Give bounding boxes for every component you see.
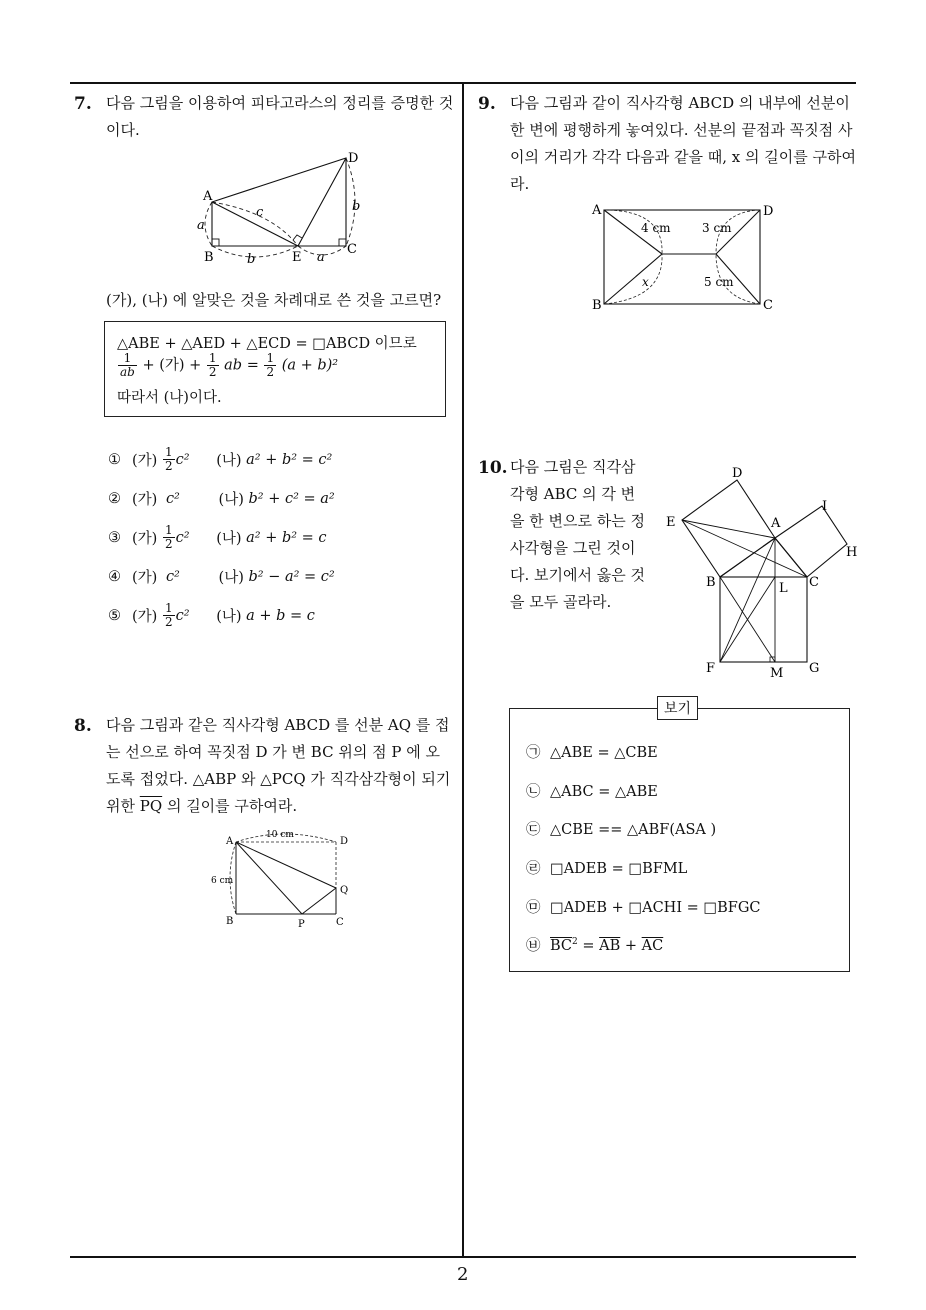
q9-label-x: x (642, 275, 649, 289)
q9-label-A: A (592, 203, 602, 218)
q7-label-A: A (203, 189, 213, 204)
q10-square-ACHI (775, 506, 847, 577)
q10-line6: 을 모두 골라라. (510, 593, 612, 611)
q10-line-AC (775, 538, 807, 577)
q7-prompt: (가), (나) 에 알맞은 것을 차례대로 쓴 것을 고르면? (106, 291, 442, 309)
q8-label-B: B (226, 916, 234, 927)
q10-line4: 사각형을 그린 것이 (510, 539, 636, 557)
q10-square-BCGF (720, 577, 807, 662)
q7-proof-box (104, 321, 446, 417)
q8-line-AQ (236, 842, 336, 888)
q10-bogi-title: 보기 (657, 696, 698, 720)
q7-label-a-bottom: a (317, 250, 325, 265)
q9-label-B: B (592, 298, 602, 313)
q7-box-mid: + (가) + (142, 357, 202, 374)
q7-right-angle-E (293, 235, 302, 240)
q10-label-C: C (809, 575, 819, 590)
q8-line4-post: 의 길이를 구하여라. (166, 797, 298, 815)
q9-label-4cm: 4 cm (641, 221, 671, 235)
q9-label-3cm: 3 cm (702, 221, 732, 235)
q9-label-5cm: 5 cm (704, 275, 734, 289)
q10-bogi-item-3: ㉢ △CBE == △ABF(ASA ) (526, 822, 717, 838)
q7-box-ab: ab = (224, 357, 259, 374)
q10-line5: 다. 보기에서 옳은 것 (510, 566, 645, 584)
column-divider (462, 82, 464, 1257)
q7-box-frac1: $\frac{1}{ab}$ (120, 351, 135, 379)
q7-text: 다음 그림을 이용하여 피타고라스의 정리를 증명한 것이다. (106, 94, 454, 139)
q10-label-H: H (846, 545, 858, 560)
q8-line4-pre: 위한 (106, 797, 135, 815)
q8-line-PQ (302, 888, 336, 914)
q9-rectangle (604, 210, 760, 304)
q7-arc-a-left (205, 202, 212, 246)
q7-right-angle-C (339, 239, 346, 246)
q8-label-A: A (226, 836, 234, 847)
q8-segment-PQ: $\overline{PQ}$ (139, 797, 163, 815)
q9-line1: 다음 그림과 같이 직사각형 ABCD 의 내부에 선분이 (510, 94, 850, 112)
q7-label-a-left: a (197, 218, 205, 233)
q8-line1: 다음 그림과 같은 직사각형 ABCD 를 선분 AQ 를 접 (106, 716, 450, 734)
q7-right-angle-B (212, 239, 219, 246)
q8-label-D: D (340, 836, 349, 847)
q10-line-EA (682, 520, 775, 538)
q10-seg-AB: $\overline{AB}$ (599, 938, 621, 954)
q9-number: 9. (478, 94, 496, 114)
q7-option-1[interactable]: ① (가) $\frac{1}{2}$ c² (나) a² + b² = c² (108, 445, 333, 473)
q8-label-P: P (298, 919, 305, 930)
q10-line2: 각형 ABC 의 각 변 (510, 485, 636, 503)
q8-line2: 는 선으로 하여 꼭짓점 D 가 변 BC 위의 점 P 에 오 (106, 743, 440, 761)
q7-box-frac3: $\frac{1}{2}$ (266, 351, 275, 379)
page-number: 2 (457, 1264, 469, 1285)
q7-number: 7. (74, 94, 92, 114)
q10-bogi-item-4: ㉣ □ADEB = □BFML (526, 861, 688, 877)
q7-label-B: B (204, 250, 214, 265)
q7-figure (192, 150, 372, 270)
q10-label-F: F (706, 661, 716, 676)
q8-figure (204, 826, 364, 932)
q10-number: 10. (478, 458, 508, 478)
q7-label-c: c (256, 205, 264, 220)
q9-figure (584, 198, 784, 314)
q10-figure (660, 462, 870, 684)
q10-bogi-item-5: ㉤ □ADEB + □ACHI = □BFGC (526, 900, 761, 916)
q8-label-C: C (336, 917, 344, 928)
q7-box-end: (a + b)² (281, 357, 339, 374)
q10-seg-BC: $\overline{BC}$ (550, 938, 573, 954)
q9-line-B (604, 254, 662, 304)
q10-label-B: B (706, 575, 716, 590)
q10-line3: 을 한 변으로 하는 정 (510, 512, 645, 530)
q7-option-3[interactable]: ③ (가) $\frac{1}{2}$ c² (나) a² + b² = c (108, 523, 327, 551)
q10-square-ADEB (682, 480, 775, 577)
q10-bogi-item-1: ㉠ △ABE = △CBE (526, 745, 658, 761)
q8-label-top: 10 cm (266, 830, 294, 840)
q9-line4: 라. (510, 175, 530, 193)
q10-bogi-item-6: ㉥ $\overline{BC}^2 = \overline{AB} + \overline{AC}$ (526, 937, 664, 954)
q7-line-AE (212, 202, 298, 246)
q7-label-b-bottom: b (247, 252, 256, 267)
q9-line2: 한 변에 평행하게 놓여있다. 선분의 끝점과 꼭짓점 사 (510, 121, 853, 139)
q7-label-D: D (348, 151, 359, 166)
q7-option-5[interactable]: ⑤ (가) $\frac{1}{2}$ c² (나) a + b = c (108, 601, 315, 629)
q10-bogi-item-2: ㉡ △ABC = △ABE (526, 784, 658, 800)
q8-line-AP (236, 842, 302, 914)
q7-box-line1: △ABE + △AED + △ECD = □ABCD 이므로 (117, 336, 417, 352)
q7-box-frac2: $\frac{1}{2}$ (208, 351, 217, 379)
q9-label-C: C (763, 298, 773, 313)
q10-line1: 다음 그림은 직각삼 (510, 458, 636, 476)
q7-label-C: C (347, 242, 357, 257)
q10-label-M: M (770, 666, 784, 681)
q8-number: 8. (74, 716, 92, 736)
bottom-rule (70, 1256, 856, 1258)
q7-box-line3: 따라서 (나)이다. (117, 390, 222, 406)
q7-label-E: E (292, 250, 302, 265)
q7-box-line2 (117, 352, 338, 379)
q10-sq: 2 (572, 937, 578, 948)
q10-label-L: L (779, 581, 788, 596)
q7-option-4[interactable]: ④ (가) c² (나) b² − a² = c² (108, 568, 335, 586)
q7-option-2[interactable]: ② (가) c² (나) b² + c² = a² (108, 490, 335, 508)
q7-trapezoid (212, 158, 346, 246)
q8-line4 (106, 793, 297, 820)
q8-line3: 도록 접었다. △ABP 와 △PCQ 가 직각삼각형이 되기 (106, 770, 451, 788)
q7-label-b-right: b (352, 199, 361, 214)
q10-label-A: A (771, 516, 781, 531)
q10-line-AF (720, 538, 775, 662)
q8-label-left: 6 cm (211, 876, 234, 886)
q9-label-D: D (763, 204, 774, 219)
q8-label-Q: Q (340, 885, 349, 896)
q10-label-G: G (809, 661, 820, 676)
q10-label-D: D (732, 466, 743, 481)
q10-seg-AC: $\overline{AC}$ (641, 938, 664, 954)
q10-label-E: E (666, 515, 676, 530)
q10-label-I: I (822, 499, 828, 514)
q9-line3: 이의 거리가 각각 다음과 같을 때, x 의 길이를 구하여 (510, 148, 856, 166)
